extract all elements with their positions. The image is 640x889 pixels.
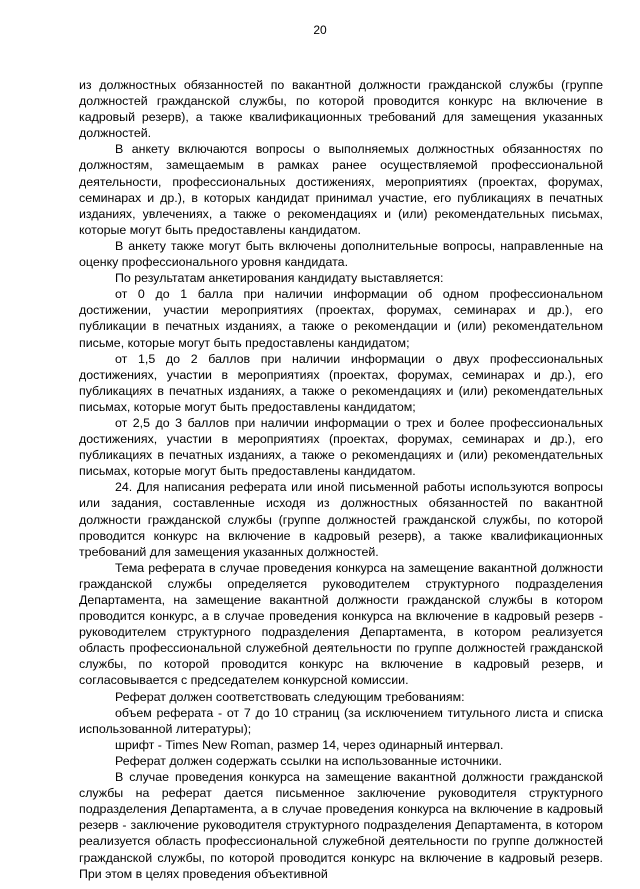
page-number: 20 bbox=[313, 23, 327, 37]
paragraph-item-24: 24. Для написания реферата или иной письменной работы используются вопросы или задания, составленные исходя из должностных обязанностей по вакантной должности гражданской службы (группе должностей гражданской службы, по которой проводится конкурс на включение в кадровый резерв), а также квалификационных требований для замещения указанных должностей. bbox=[79, 480, 603, 559]
paragraph-essay-volume: объем реферата - от 7 до 10 страниц (за исключением титульного листа и списка использованной литературы); bbox=[79, 705, 603, 736]
paragraph-score-2-5-3: от 2,5 до 3 баллов при наличии информации о трех и более профессиональных достижениях, участии в мероприятиях (проектах, форумах, семинарах и др.), его публикациях в печатных изданиях, а также о рекомендациях и (или) рекомендательных письмах, которые могут быть предоставлены кандидатом. bbox=[79, 415, 603, 479]
paragraph-additional-questions: В анкету также могут быть включены дополнительные вопросы, направленные на оценку профессионального уровня кандидата. bbox=[79, 238, 603, 270]
paragraph-score-0-1: от 0 до 1 балла при наличии информации об одном профессиональном достижении, участии мероприятиях (проектах, форумах, семинарах и др.), его публикации в печатных изданиях, а также о рекомендации и (или) рекомендательном письме, которые могут быть предоставлены кандидатом; bbox=[79, 287, 603, 350]
paragraph-essay-review: В случае проведения конкурса на замещение вакантной должности гражданской службы на реферат дается письменное заключение руководителя структурного подразделения Департамента, а в случае проведения конкурса на включение в кадровый резерв - заключение руководителя структурного подразделения Департамента, в котором реализуется область профессиональной служебной деятельности по группе должностей гражданской службы, по которой проводится конкурс на включение в кадровый резерв. При этом в целях проведения объективной bbox=[79, 770, 603, 881]
paragraph-essay-topic: Тема реферата в случае проведения конкурса на замещение вакантной должности гражданской службы определяется руководителем структурного подразделения Департамента, на замещение вакантной должности гражданской службы в котором проводится конкурс, а в случае проведения конкурса на включение в кадровый резерв - руководителем структурного подразделения Департамента, в котором реализуется область профессиональной служебной деятельности по группе должностей гражданской службы, по которой проводится конкурс на включение в кадровый резерв, и согласовывается с председателем конкурсной комиссии. bbox=[79, 560, 603, 688]
paragraph-duties-continuation: из должностных обязанностей по вакантной должности гражданской службы (группе должностей гражданской службы, по которой проводится конкурс на включение в кадровый резерв), а также квалификационных требований для замещения указанных должностей. bbox=[79, 78, 603, 141]
paragraph-essay-font: шрифт - Times New Roman, размер 14, через одинарный интервал. bbox=[115, 737, 504, 752]
paragraph-scoring-intro: По результатам анкетирования кандидату выставляется: bbox=[115, 271, 444, 286]
document-body bbox=[79, 77, 603, 882]
paragraph-essay-requirements-intro: Реферат должен соответствовать следующим требованиям: bbox=[115, 689, 465, 704]
paragraph-questionnaire-contents: В анкету включаются вопросы о выполняемых должностных обязанностях по должностям, замещаемым в рамках ранее осуществляемой профессиональной деятельности, профессиональных достижениях, мероприятиях (проектах, форумах, семинарах и др.), в которых кандидат принимал участие, его публикациях в печатных изданиях, увлечениях, а также о рекомендациях и (или) рекомендательных письмах, которые могут быть предоставлены кандидатом. bbox=[79, 142, 603, 237]
paragraph-score-1-5-2: от 1,5 до 2 баллов при наличии информации о двух профессиональных достижениях, участии в мероприятиях (проектах, форумах, семинарах и др.), его публикациях в печатных изданиях, а также о рекомендациях и (или) рекомендательных письмах, которые могут быть предоставлены кандидатом; bbox=[79, 351, 603, 414]
paragraph-essay-references: Реферат должен содержать ссылки на использованные источники. bbox=[115, 753, 502, 768]
